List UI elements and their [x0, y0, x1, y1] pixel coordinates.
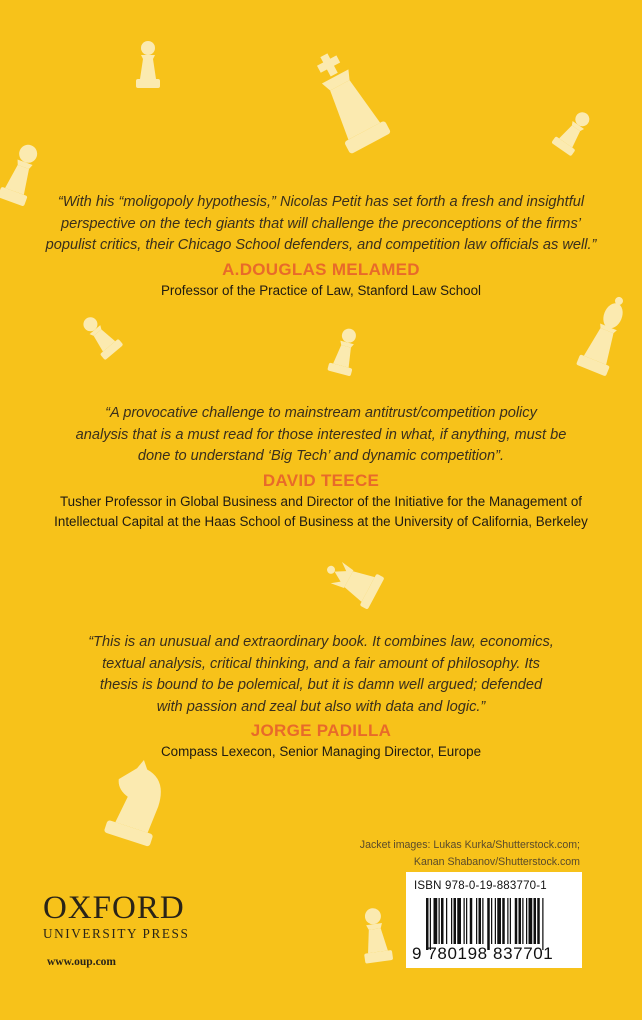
- credit-line: Jacket images: Lukas Kurka/Shutterstock.com;: [359, 839, 580, 851]
- endorsement-quote: [20, 403, 622, 532]
- barcode-bar: [542, 898, 543, 950]
- barcode-bar: [534, 898, 537, 944]
- barcode-bar: [487, 898, 490, 950]
- barcode-bar: [441, 898, 444, 944]
- pawn-icon: [356, 906, 396, 970]
- king-icon: [312, 46, 392, 166]
- barcode-bar: [430, 898, 431, 950]
- barcode-bar: [482, 898, 483, 944]
- publisher-name: OXFORD: [43, 890, 185, 926]
- endorser-title: [20, 281, 622, 301]
- queen-icon: [318, 552, 390, 612]
- barcode-bar: [470, 898, 473, 944]
- barcode-bar: [519, 898, 522, 944]
- barcode-bar: [497, 898, 501, 944]
- endorsement-quote: [20, 192, 622, 301]
- publisher-subname: UNIVERSITY PRESS: [43, 926, 190, 941]
- barcode-bar: [464, 898, 465, 944]
- barcode-bar: [491, 898, 492, 944]
- title-line: Compass Lexecon, Senior Managing Director, Europe: [160, 744, 482, 759]
- endorsement-quote: [20, 632, 622, 762]
- endorser-name: DAVID TEECE: [262, 470, 380, 490]
- quote-line: perspective on the tech giants that will challenge the preconceptions of the firms’: [61, 215, 581, 232]
- quote-line: analysis that is a must read for those interested in what, if anything, must be: [75, 426, 567, 443]
- barcode-bar: [479, 898, 482, 944]
- pawn-icon: [76, 312, 128, 364]
- barcode-bar: [526, 898, 527, 944]
- endorser-title: [20, 492, 622, 532]
- barcode-bar: [457, 898, 461, 944]
- barcode-bar: [446, 898, 447, 944]
- barcode-bar: [537, 898, 540, 944]
- title-line: Intellectual Capital at the Haas School of Business at the University of California, Berkeley: [54, 513, 588, 529]
- barcode-bar: [495, 898, 496, 944]
- barcode-bar: [439, 898, 440, 944]
- barcode-bar: [476, 898, 477, 944]
- barcode-bar: [510, 898, 511, 944]
- barcode-bars: [426, 898, 576, 950]
- endorser-title: [20, 742, 622, 762]
- barcode-bar: [466, 898, 467, 944]
- credit-line: Kanan Shabanov/Shutterstock.com: [413, 856, 580, 868]
- quote-text: [20, 192, 622, 257]
- barcode-bar: [454, 898, 457, 944]
- title-line: Professor of the Practice of Law, Stanford Law School: [160, 282, 482, 298]
- endorser-name: A.DOUGLAS MELAMED: [222, 259, 420, 279]
- barcode-bar: [522, 898, 523, 944]
- quote-line: populist critics, their Chicago School defenders, and competition law officials as well.”: [45, 237, 597, 253]
- quote-line: “With his “moligopoly hypothesis,” Nicolas Petit has set forth a fresh and insightful: [57, 194, 585, 210]
- barcode-bar: [529, 898, 533, 944]
- publisher-logo: [43, 892, 189, 942]
- endorser-name: JORGE PADILLA: [250, 721, 392, 740]
- isbn-barcode: [406, 872, 582, 968]
- publisher-url[interactable]: www.oup.com: [47, 956, 117, 968]
- barcode-bar: [502, 898, 505, 944]
- quote-line: thesis is bound to be polemical, but it is damn well argued; defended: [99, 677, 543, 693]
- barcode-digits: 9 780198 837701: [412, 944, 554, 963]
- barcode-bar: [426, 898, 429, 950]
- barcode-bar: [451, 898, 452, 944]
- bishop-icon: [574, 292, 634, 384]
- pawn-icon: [324, 326, 364, 382]
- barcode-bar: [515, 898, 518, 944]
- title-line: Tusher Professor in Global Business and Director of the Initiative for the Management of: [60, 493, 582, 509]
- quote-text: [20, 403, 622, 468]
- isbn-label: ISBN 978-0-19-883770-1: [414, 880, 547, 892]
- quote-line: textual analysis, critical thinking, and a fair amount of philosophy. Its: [102, 655, 540, 672]
- quote-line: with passion and zeal but also with data and logic.”: [156, 698, 486, 715]
- barcode-bar: [434, 898, 438, 944]
- quote-line: done to understand ‘Big Tech’ and dynamic competition”.: [137, 448, 505, 464]
- barcode-bar: [507, 898, 508, 944]
- quote-line: “This is an unusual and extraordinary book. It combines law, economics,: [88, 634, 554, 650]
- jacket-image-credits: [280, 837, 580, 871]
- quote-line: “A provocative challenge to mainstream antitrust/competition policy: [105, 405, 537, 421]
- pawn-icon: [130, 40, 166, 92]
- quote-text: [20, 632, 622, 718]
- pawn-icon: [552, 108, 592, 160]
- knight-icon: [96, 756, 178, 852]
